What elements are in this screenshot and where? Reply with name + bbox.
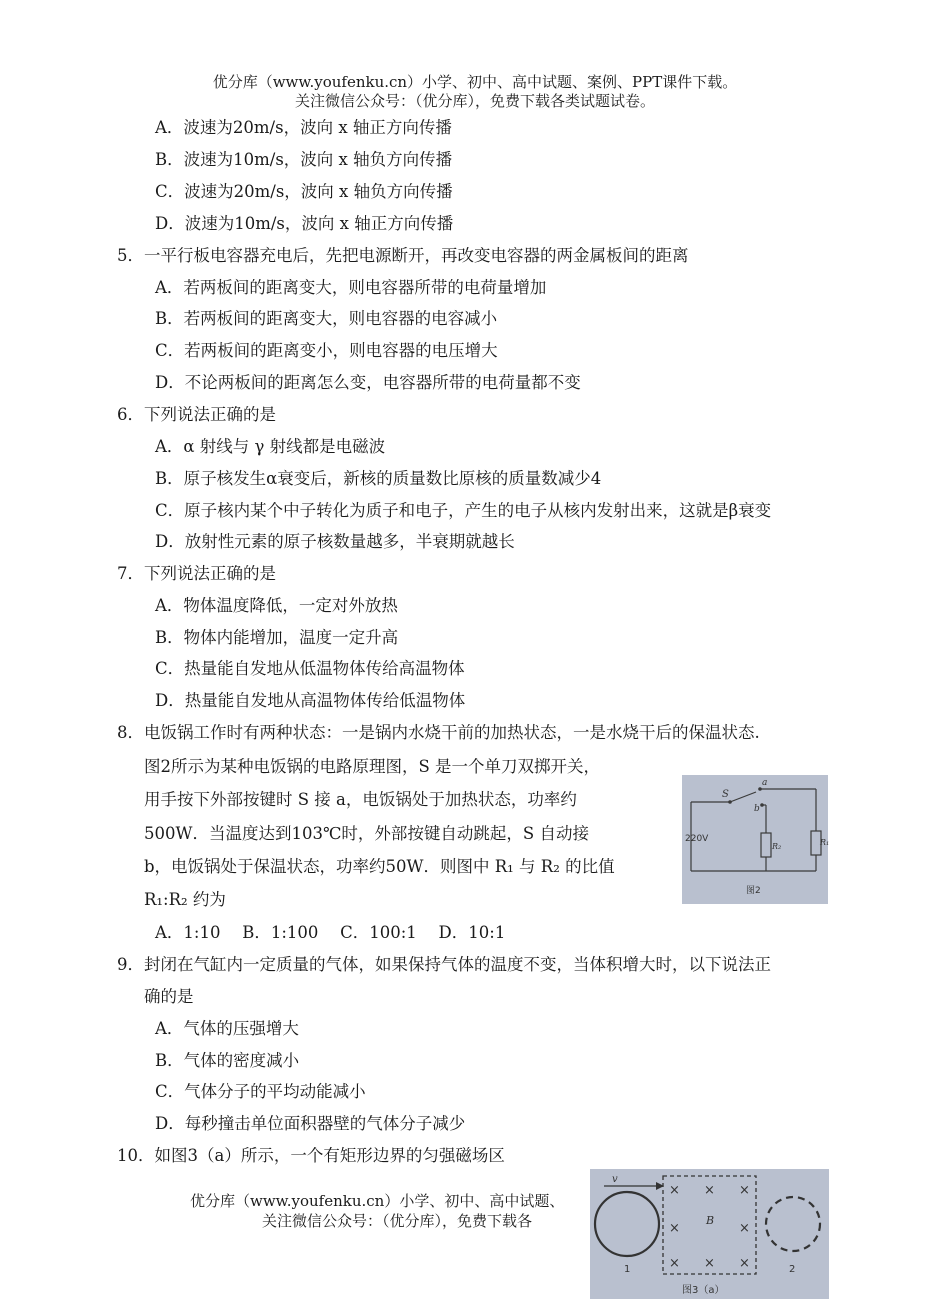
q5-option-d: D．不论两板间的距离怎么变，电容器所带的电荷量都不变 — [155, 373, 581, 392]
q8-stem-3: 用手按下外部按键时 S 接 a，电饭锅处于加热状态，功率约 — [144, 790, 577, 809]
cross-mark: × — [669, 1221, 680, 1236]
q4-option-d: D．波速为10m/s，波向 x 轴正方向传播 — [155, 214, 454, 233]
cross-mark: × — [704, 1183, 715, 1198]
figure-2-caption: 图2 — [746, 886, 761, 896]
cross-mark: × — [704, 1256, 715, 1271]
q7-option-d: D．热量能自发地从高温物体传给低温物体 — [155, 691, 466, 710]
cross-mark: × — [669, 1183, 680, 1198]
coil-1 — [595, 1192, 659, 1256]
label-r1: R₁ — [820, 838, 830, 847]
q6-option-d: D．放射性元素的原子核数量越多，半衰期就越长 — [155, 532, 515, 551]
q7-option-a: A．物体温度降低，一定对外放热 — [155, 596, 398, 615]
q9-stem-1: 9．封闭在气缸内一定质量的气体，如果保持气体的温度不变，当体积增大时，以下说法正 — [117, 955, 771, 974]
q5-stem: 5．一平行板电容器充电后，先把电源断开，再改变电容器的两金属板间的距离 — [117, 246, 689, 265]
q5-option-a: A．若两板间的距离变大，则电容器所带的电荷量增加 — [155, 278, 547, 297]
label-velocity: v — [612, 1174, 618, 1185]
label-field-b: B — [706, 1214, 715, 1227]
label-b: b — [754, 804, 760, 814]
q4-option-a: A．波速为20m/s，波向 x 轴正方向传播 — [155, 118, 452, 137]
q7-option-b: B．物体内能增加，温度一定升高 — [155, 628, 399, 647]
q6-option-b: B．原子核发生α衰变后，新核的质量数比原核的质量数减少4 — [155, 469, 602, 488]
q8-stem-4: 500W．当温度达到103℃时，外部按键自动跳起，S 自动接 — [144, 824, 589, 843]
label-switch: S — [722, 789, 729, 800]
q6-stem: 6．下列说法正确的是 — [117, 405, 276, 424]
q5-option-b: B．若两板间的距离变大，则电容器的电容减小 — [155, 309, 498, 328]
q9-option-a: A．气体的压强增大 — [155, 1019, 299, 1038]
cross-mark: × — [739, 1256, 750, 1271]
figure-2-circuit — [682, 775, 828, 904]
q4-option-c: C．波速为20m/s，波向 x 轴负方向传播 — [155, 182, 453, 201]
q10-stem: 10．如图3（a）所示，一个有矩形边界的匀强磁场区 — [117, 1146, 505, 1165]
footer-line-2: 关注微信公众号：（优分库），免费下载各 — [262, 1212, 533, 1230]
q8-options: A．1:10 B．1:100 C．100:1 D．10:1 — [155, 923, 506, 942]
q8-stem-6: R₁:R₂ 约为 — [144, 890, 226, 909]
cross-mark: × — [739, 1221, 750, 1236]
q7-stem: 7．下列说法正确的是 — [117, 564, 276, 583]
header-line-2: 关注微信公众号：（优分库），免费下载各类试题试卷。 — [294, 92, 655, 110]
q6-option-c: C．原子核内某个中子转化为质子和电子，产生的电子从核内发射出来，这就是β衰变 — [155, 501, 772, 520]
header-line-1: 优分库（www.youfenku.cn）小学、初中、高中试题、案例、PPT课件下载。 — [212, 73, 738, 91]
q9-stem-2: 确的是 — [144, 987, 194, 1006]
q4-option-b: B．波速为10m/s，波向 x 轴负方向传播 — [155, 150, 453, 169]
cross-mark: × — [739, 1183, 750, 1198]
figure-3a-caption: 图3（a） — [682, 1285, 725, 1296]
q7-option-c: C．热量能自发地从低温物体传给高温物体 — [155, 659, 465, 678]
q8-stem-5: b，电饭锅处于保温状态，功率约50W．则图中 R₁ 与 R₂ 的比值 — [144, 857, 615, 876]
label-r2: R₂ — [772, 842, 782, 851]
label-coil-1: 1 — [624, 1264, 631, 1275]
label-voltage: 220V — [685, 834, 709, 844]
q9-option-d: D．每秒撞击单位面积器壁的气体分子减少 — [155, 1114, 466, 1133]
q8-stem-2: 图2所示为某种电饭锅的电路原理图，S 是一个单刀双掷开关， — [144, 757, 601, 776]
q9-option-b: B．气体的密度减小 — [155, 1051, 300, 1070]
coil-2 — [766, 1197, 820, 1251]
cross-mark: × — [669, 1256, 680, 1271]
label-a: a — [762, 778, 768, 788]
switch-pivot — [728, 800, 732, 804]
label-coil-2: 2 — [789, 1264, 796, 1275]
q8-stem-1: 8．电饭锅工作时有两种状态：一是锅内水烧干前的加热状态，一是水烧干后的保温状态. — [117, 723, 760, 742]
q6-option-a: A．α 射线与 γ 射线都是电磁波 — [155, 437, 386, 456]
figure-3a — [590, 1169, 829, 1299]
switch-contact-b — [760, 803, 764, 807]
footer-line-1: 优分库（www.youfenku.cn）小学、初中、高中试题、 — [190, 1192, 565, 1210]
q5-option-c: C．若两板间的距离变小，则电容器的电压增大 — [155, 341, 498, 360]
q9-option-c: C．气体分子的平均动能减小 — [155, 1082, 366, 1101]
